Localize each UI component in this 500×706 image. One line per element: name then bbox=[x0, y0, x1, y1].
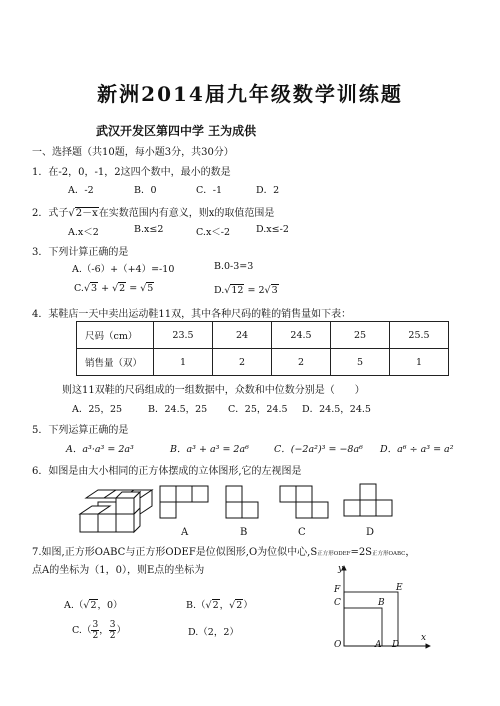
q3-option-b: B.0-3=3 bbox=[214, 261, 254, 272]
q1-option-b: B．0 bbox=[134, 185, 157, 196]
question-4-stem: 4．某鞋店一天中卖出运动鞋11双，其中各种尺码的鞋的销售量如下表： bbox=[32, 309, 352, 320]
q2-option-d: D.x≤-2 bbox=[256, 224, 289, 235]
q1-option-c: C．-1 bbox=[196, 185, 223, 196]
q1-option-a: A．-2 bbox=[68, 185, 94, 196]
q7-option-c bbox=[72, 620, 126, 641]
q5-option-c: C．(−2a²)³ = −8a⁶ bbox=[274, 444, 363, 455]
table-row-header: 销售量（双） bbox=[77, 349, 154, 376]
q7-option-b: B.（√2，√2） bbox=[186, 600, 253, 611]
q7-c-num2: 3 bbox=[109, 620, 116, 630]
table-cell: 25 bbox=[331, 322, 390, 349]
q3-c-rad1: 3 bbox=[91, 283, 98, 294]
q3-d-rad1: 12 bbox=[231, 285, 244, 296]
q7-eq: =2S bbox=[350, 547, 373, 558]
q3-option-c: C.√3 + √2 = √5 bbox=[74, 283, 154, 294]
square-odef bbox=[344, 592, 398, 646]
q7-b-post: ） bbox=[243, 600, 253, 611]
table-cell: 25.5 bbox=[390, 322, 449, 349]
q5-option-d: D．a⁶ ÷ a³ = a² bbox=[380, 444, 454, 455]
fig-label-d: D bbox=[392, 640, 400, 650]
table-row bbox=[77, 322, 449, 349]
q6-label-c: C bbox=[298, 527, 306, 538]
q4-follow-up: 则这11双鞋的尺码组成的一组数据中，众数和中位数分别是（ ） bbox=[62, 385, 365, 396]
question-3-stem: 3．下列计算正确的是 bbox=[32, 247, 129, 258]
q7-tail: ， bbox=[405, 547, 416, 558]
cube-stack-figure bbox=[80, 490, 152, 532]
table-cell: 2 bbox=[272, 349, 331, 376]
q4-option-b: B．24.5，25 bbox=[148, 404, 208, 415]
q2-stem-pre: 2．式子 bbox=[32, 208, 69, 219]
fig-label-b: B bbox=[378, 598, 385, 608]
q2-radicand: 2－x bbox=[75, 208, 98, 219]
q7-a-pre: A.（ bbox=[64, 600, 84, 611]
q2-option-b: B.x≤2 bbox=[134, 224, 164, 235]
q3-c-eq: = bbox=[129, 283, 138, 294]
fig-label-e: E bbox=[396, 583, 403, 593]
page-title: 新洲2014届九年级数学训练题 bbox=[97, 82, 403, 106]
q1-option-d: D．2 bbox=[256, 185, 280, 196]
q7-b-mid: ， bbox=[219, 600, 230, 611]
q2-option-c: C.x＜-2 bbox=[196, 227, 231, 238]
table-row bbox=[77, 349, 449, 376]
q7-option-a: A.（√2，0） bbox=[64, 600, 123, 611]
fig-label-f: F bbox=[334, 585, 341, 595]
q3-c-label: C. bbox=[74, 283, 84, 294]
q6-label-a: A bbox=[181, 527, 189, 538]
q7-c-mid: ， bbox=[99, 625, 109, 636]
table-row-header: 尺码（cm） bbox=[77, 322, 154, 349]
q7-a-rad: 2 bbox=[90, 600, 97, 611]
q3-option-d: D.√12 = 2√3 bbox=[214, 285, 278, 296]
view-option-b-figure bbox=[226, 486, 258, 518]
q3-c-rad2: 2 bbox=[119, 283, 126, 294]
table-cell: 5 bbox=[331, 349, 390, 376]
author-line: 武汉开发区第四中学 王为成供 bbox=[96, 124, 257, 138]
q6-figures bbox=[0, 478, 500, 540]
q6-label-d: D bbox=[366, 527, 375, 538]
view-option-c-figure bbox=[280, 486, 328, 518]
question-6-stem: 6．如图是由大小相同的正方体摆成的立体图形,它的左视图是 bbox=[32, 466, 302, 477]
q4-option-a: A．25，25 bbox=[72, 404, 123, 415]
question-7-line-1 bbox=[32, 543, 415, 558]
q3-c-rad3: 5 bbox=[147, 283, 154, 294]
q6-label-b: B bbox=[240, 527, 248, 538]
fig-label-c: C bbox=[334, 598, 341, 608]
q3-d-eq: = 2 bbox=[247, 285, 265, 296]
fig-label-a: A bbox=[375, 640, 382, 650]
fig-label-y: y bbox=[338, 564, 344, 574]
table-cell: 24.5 bbox=[272, 322, 331, 349]
q3-c-plus: + bbox=[101, 283, 110, 294]
q7-c-post: ） bbox=[116, 625, 126, 636]
table-cell: 1 bbox=[390, 349, 449, 376]
question-5-stem: 5．下列运算正确的是 bbox=[32, 425, 129, 436]
q7-c-den2: 2 bbox=[109, 631, 116, 641]
section-heading: 一、选择题（共10题，每小题3分，共30分） bbox=[32, 147, 234, 158]
q3-d-rad2: 3 bbox=[271, 285, 278, 296]
fig-label-o: O bbox=[334, 640, 342, 650]
q7-b-rad1: 2 bbox=[212, 600, 219, 611]
q7-subscript-1: 正方形ODEF bbox=[317, 551, 351, 557]
q7-c-num1: 3 bbox=[92, 620, 99, 630]
q7-a-post: ，0） bbox=[97, 600, 123, 611]
q4-option-c: C．25，24.5 bbox=[228, 404, 288, 415]
view-option-a-figure bbox=[160, 486, 208, 518]
view-option-d-figure bbox=[344, 484, 392, 516]
q4-option-d: D．24.5，24.5 bbox=[302, 404, 371, 415]
q7-b-rad2: 2 bbox=[236, 600, 243, 611]
q5-option-a: A．a³·a³ = 2a³ bbox=[66, 444, 134, 455]
radical-sign: √ bbox=[68, 208, 75, 219]
table-cell: 23.5 bbox=[154, 322, 213, 349]
q7-b-pre: B.（ bbox=[186, 600, 206, 611]
q3-option-a: A.（-6）+（+4）=-10 bbox=[72, 264, 175, 275]
question-7-line-2: 点A的坐标为（1，0），则E点的坐标为 bbox=[32, 565, 205, 576]
q7-c-pre: C.（ bbox=[72, 625, 92, 636]
q2-option-a: A.x＜2 bbox=[68, 227, 99, 238]
table-cell: 24 bbox=[213, 322, 272, 349]
table-cell: 1 bbox=[154, 349, 213, 376]
q7-subscript-2: 正方形OABC bbox=[372, 551, 406, 557]
sales-table bbox=[76, 321, 449, 376]
question-1-stem: 1．在-2，0，-1，2这四个数中，最小的数是 bbox=[32, 167, 231, 178]
fig-label-x: x bbox=[421, 633, 427, 643]
q7-c-den1: 2 bbox=[92, 631, 99, 641]
q3-d-label: D. bbox=[214, 285, 225, 296]
q5-option-b: B．a³ + a³ = 2a⁶ bbox=[170, 444, 249, 455]
q7-text-1: 7.如图,正方形OABC与正方形ODEF是位似图形,O为位似中心,S bbox=[32, 547, 318, 558]
q2-stem-post: 在实数范围内有意义，则x的取值范围是 bbox=[98, 208, 275, 219]
question-2-stem bbox=[32, 204, 274, 219]
table-cell: 2 bbox=[213, 349, 272, 376]
q7-option-d: D.（2，2） bbox=[188, 627, 239, 638]
